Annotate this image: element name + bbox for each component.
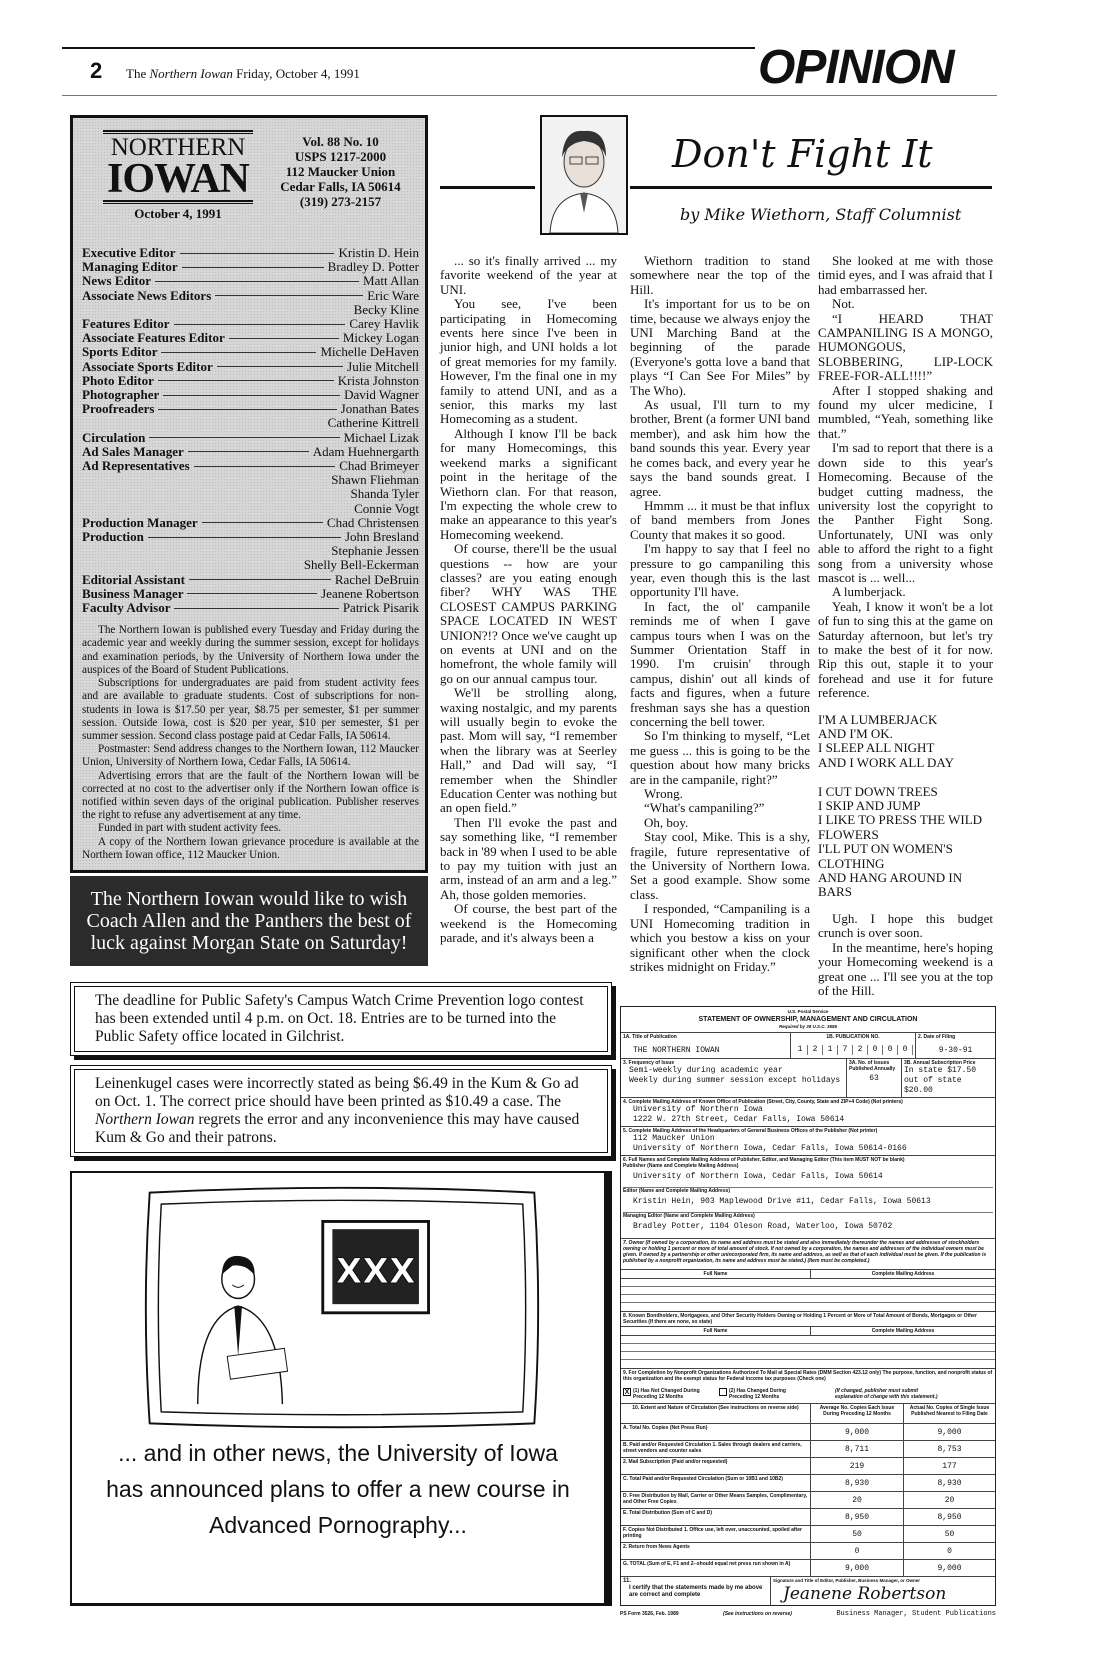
form-row-6 <box>621 1156 995 1239</box>
form-title: STATEMENT OF OWNERSHIP, MANAGEMENT AND CIRCULATION <box>698 1016 918 1023</box>
staff-row <box>82 388 419 402</box>
article-paragraph: In fact, the ol' campanile reminds me of when I gave campus tours when I was on the Summer Orientation Staff in 1990. I'm cruisin' through campus, dishin' out all kinds of facts and figures, when a future freshman says she has a question concerning the bell tower. <box>630 598 810 729</box>
staff-row <box>82 289 419 303</box>
staff-role: Managing Editor <box>82 259 178 275</box>
signature: Jeanene Robertson <box>783 1584 947 1604</box>
staff-row <box>82 530 419 544</box>
article-paragraph: She looked at me with those timid eyes, and I was afraid that I had embarrassed her. <box>818 253 993 297</box>
article-paragraph: As usual, I'll turn to my brother, Brent (a former UNI band member), and ask him how the band sounds this year. Every year he comes back, and every year he says the band sounds great. I agree. <box>630 397 810 499</box>
avg-copies: 20 <box>811 1492 904 1508</box>
value-publisher: University of Northern Iowa, Cedar Falls, Iowa 50614 <box>633 1172 883 1181</box>
staff-role: Production <box>82 529 144 545</box>
title-rule-right <box>630 186 992 189</box>
public-safety-text: The deadline for Public Safety's Campus Watch Crime Prevention logo contest has been extended until 4 p.m. on Oct. 18. Entries are to be turned into the Public Safety office located in Gilchrist. <box>74 986 608 1052</box>
article-paragraph: Oh, boy. <box>644 814 689 830</box>
changed-note: (If changed, publisher must submit explanation of change with this statement.) <box>835 1388 938 1400</box>
staff-role: Photographer <box>82 387 160 403</box>
staff-name: Chad Christensen <box>326 514 419 530</box>
label-issues: 3A. No. of Issues Published Annually <box>849 1060 896 1072</box>
circulation-label: F. Copies Not Distributed 1. Office use, left over, unaccounted, spoiled after printing <box>621 1526 811 1542</box>
circulation-label: E. Total Distribution (Sum of C and D) <box>621 1509 811 1525</box>
staff-name: Becky Kline <box>353 301 419 317</box>
publication-digit: 0 <box>883 1045 898 1055</box>
actual-copies: 20 <box>944 1496 955 1505</box>
masthead-paragraph: The Northern Iowan is published every Tuesday and Friday during the academic year and weekly during the summer session, except for holidays and examination periods, by the University of Northern Iowa under the auspices of the Board of Student Publications. <box>82 624 419 676</box>
lyric-line: AND I WORK ALL DAY <box>818 754 955 770</box>
publication-digit: 7 <box>838 1045 853 1055</box>
form-row-8 <box>621 1312 995 1369</box>
actual-copies: 8,950 <box>937 1513 962 1522</box>
article-paragraph: You see, I've been participating in Homecoming events here since I've been in junior high, and UNI holds a lot of great memories for my family. However, I'm the final one in my family to attend UNI, and as a senior, this marks my last Homecoming as a student. <box>440 296 617 427</box>
circulation-row <box>621 1526 995 1543</box>
form-header <box>621 1007 995 1033</box>
ownership-statement-form <box>620 1006 996 1606</box>
label-headquarters: 5. Complete Mailing Address of the Headquarters of General Business Offices of the Publisher (Not printer) <box>623 1128 878 1134</box>
correction-text-a: Leinenkugel cases were incorrectly stated as being $6.49 in the Kum & Go ad on Oct. 1. The correct price should have been printed as $10.49 a case. The <box>95 1075 579 1110</box>
circulation-row <box>621 1492 995 1509</box>
avg-copies: 9,000 <box>811 1424 904 1440</box>
cartoon-caption-line1: ... and in other news, the University of Iowa <box>118 1440 558 1466</box>
staff-role: Features Editor <box>82 316 170 332</box>
circulation-row <box>621 1441 995 1458</box>
staff-row <box>82 601 419 615</box>
leader-line <box>155 281 359 282</box>
leader-line <box>174 608 338 609</box>
value-date: 9-30-91 <box>938 1046 973 1055</box>
staff-name: Mickey Logan <box>342 330 419 346</box>
staff-row <box>82 331 419 345</box>
label-names: 6. Full Names and Complete Mailing Address of Publisher, Editor, and Managing Editor (This item MUST NOT be blank) <box>623 1157 905 1163</box>
staff-name: Catherine Kittrell <box>327 415 419 431</box>
columnist-photo <box>540 115 628 235</box>
circulation-label: B. Paid and/or Requested Circulation 1. Sales through dealers and carriers, street vendors and counter sales <box>621 1441 811 1457</box>
leader-line <box>188 451 309 452</box>
leader-line <box>215 295 363 296</box>
circulation-label: A. Total No. Copies (Net Press Run) <box>621 1424 811 1440</box>
article-paragraph: I'm sad to report that there is a down side to this year's Homecoming. Because of the budget cutting madness, the university lost the copyright to the Panther Fight Song. Unfortunately, UNI was only able to afford the right to a fight song from a university whose mascot is ... well... <box>818 440 993 585</box>
avg-copies: 0 <box>811 1543 904 1559</box>
staff-row <box>82 303 419 317</box>
article-paragraph: Of course, the best part of the weekend is the Homecoming parade, and it's always been a <box>440 901 617 946</box>
lyric-line <box>818 770 993 784</box>
staff-name: Adam Huehnergarth <box>312 443 419 459</box>
staff-name: Carey Havlik <box>349 316 419 332</box>
staff-row <box>82 260 419 274</box>
ownership-statement <box>620 1006 996 1618</box>
form-required: Required by 39 U.S.C. 3685 <box>778 1024 838 1029</box>
staff-row <box>82 502 419 516</box>
staff-name: Patrick Pisarik <box>342 600 419 616</box>
article-paragraph: Hmmm ... it must be that influx of band members from Jones County that makes it so good. <box>630 497 810 542</box>
article-paragraph: Yeah, I know it won't be a lot of fun to sing this at the game on Saturday afternoon, but let's try to make the best of it for now. Rip this out, staple it to your forehead and use it for future reference. <box>818 598 993 701</box>
circulation-header <box>621 1404 995 1424</box>
value-managing-editor: Bradley Potter, 1104 Oleson Road, Waterloo, Iowa 50702 <box>633 1222 893 1231</box>
leader-line <box>148 537 341 538</box>
label-signature: Signature and Title of Editor, Publisher, Business Manager, or Owner <box>773 1578 920 1583</box>
header-rule <box>62 95 997 96</box>
folio-prefix: The <box>126 66 150 81</box>
phone: (319) 273-2157 <box>299 194 382 209</box>
staff-role: Ad Representatives <box>82 458 190 474</box>
staff-row <box>82 516 419 530</box>
form-row-4 <box>621 1098 995 1127</box>
article-paragraph: I'm happy to say that I feel no pressure to go campaniling this year, even though this is the last opportunity I'll have. <box>630 541 810 600</box>
byline: by Mike Wiethorn, Staff Columnist <box>680 205 962 224</box>
leader-line <box>229 338 339 339</box>
leader-line <box>217 366 343 367</box>
circulation-row <box>621 1560 995 1577</box>
form-row-5 <box>621 1127 995 1156</box>
article-paragraph: Wiethorn tradition to stand somewhere near the top of the Hill. <box>630 253 810 297</box>
actual-copies: 9,000 <box>937 1564 962 1573</box>
staff-row <box>82 558 419 572</box>
staff-row <box>82 473 419 487</box>
staff-name: Julie Mitchell <box>347 358 419 374</box>
editorial-cartoon <box>70 1171 612 1606</box>
staff-name: Eric Ware <box>367 287 419 303</box>
correction-notice <box>70 1065 612 1157</box>
publication-digit: 2 <box>808 1045 823 1055</box>
leader-line <box>180 253 335 254</box>
staff-name: Shawn Fliehman <box>331 472 419 488</box>
article-paragraph: We'll be strolling along, waxing nostalgic, and my parents will usually begin to evoke the past. Mom will say, “I remember when the library was at Seerley Hall,” and Dad will say, “I remember when the Shindler Education Center was nothing but an open field.” <box>440 685 617 816</box>
article-paragraph: “What's campaniling?” <box>644 800 765 816</box>
avg-copies: 219 <box>811 1458 904 1474</box>
banner-text: The Northern Iowan would like to wish Coach Allen and the Panthers the best of luck against Morgan State on Saturday! <box>86 888 412 954</box>
label-editor: Editor (Name and Complete Mailing Address) <box>623 1187 993 1194</box>
option-changed: (2) Has Changed During Preceding 12 Months <box>729 1388 786 1400</box>
staff-name: Jeanene Robertson <box>321 585 419 601</box>
avg-copies: 9,000 <box>811 1560 904 1576</box>
folio-paper-name: Northern Iowan <box>149 66 233 81</box>
leader-line <box>202 522 323 523</box>
staff-role: Proofreaders <box>82 401 155 417</box>
value-title: THE NORTHERN IOWAN <box>633 1046 720 1055</box>
public-safety-notice <box>70 982 612 1056</box>
lyric-line: I CUT DOWN TREES <box>818 783 938 799</box>
staff-role: Business Manager <box>82 585 184 601</box>
form-footer <box>620 1610 996 1618</box>
cartoon-caption-line2: has announced plans to offer a new course in <box>106 1476 570 1502</box>
masthead-paragraph: Advertising errors that are the fault of the Northern Iowan will be corrected at no cost to the advertiser only if the Northern Iowan office is notified within seven days of the original publication. Publisher reserves the right to refuse any advertisement at any time. <box>82 769 419 822</box>
staff-row <box>82 402 419 416</box>
staff-role: Associate Features Editor <box>82 330 225 346</box>
owner-name-header: Full Name <box>621 1270 811 1278</box>
staff-name: Jonathan Bates <box>340 401 419 417</box>
leader-line <box>189 579 331 580</box>
folio-date: Friday, October 4, 1991 <box>232 66 360 81</box>
staff-role: Ad Sales Manager <box>82 443 184 459</box>
staff-name: Chad Brimeyer <box>339 458 419 474</box>
staff-name: John Bresland <box>344 529 419 545</box>
circulation-label: C. Total Paid and/or Requested Circulation (Sum or 10B1 and 10B2) <box>621 1475 811 1491</box>
staff-role: Associate News Editors <box>82 287 212 303</box>
masthead-paragraph: Funded in part with student activity fees. <box>98 822 282 835</box>
staff-row <box>82 416 419 430</box>
actual-copies: 0 <box>947 1547 952 1556</box>
label-price: 3B. Annual Subscription Price <box>904 1060 976 1066</box>
masthead-date: October 4, 1991 <box>134 206 222 221</box>
leader-line <box>194 466 335 467</box>
logo-line2: IOWAN <box>106 156 250 202</box>
correction-text-b: regrets the error and any inconvenience this may have caused Kum & Go and their patrons. <box>95 1111 580 1146</box>
value-office-2: 1222 W. 27th Street, Cedar Falls, Iowa 50614 <box>633 1115 845 1124</box>
masthead-paragraph: Postmaster: Send address changes to the Northern Iowan, 112 Maucker Union, University of Northern Iowa, Cedar Falls, IA 50614. <box>82 743 419 769</box>
article-paragraph: Of course, there'll be the usual questions -- how are your classes? are you eating enough fiber? WHY WAS THE CLOSEST CAMPUS PARKING SPACE LOCATED IN WEST UNION?!? Once we've caught up on events at UNI and on the homefront, the whole family will go on our annual campus tour. <box>440 541 617 686</box>
label-bondholders: 8. Known Bondholders, Mortgagees, and Other Security Holders Owning or Holding 1 Percent or More of Total Amount of Bonds, Mortgages or Other Securities (If there are none, so state) <box>623 1313 977 1325</box>
lyric-line: I SKIP AND JUMP <box>818 798 921 814</box>
value-price-out-of-state: out of state $20.00 <box>904 1076 962 1095</box>
circulation-label: G. TOTAL (Sum of E, F1 and 2--should equal net press run shown in A) <box>621 1560 811 1576</box>
staff-name: Shelly Bell-Eckerman <box>303 557 419 573</box>
staff-name: Shanda Tyler <box>350 486 419 502</box>
article-paragraph: Stay cool, Mike. This is a shy, fragile, future representative of the University of Northern Iowa. Set a good example. Show some class. <box>630 829 810 902</box>
publication-digit: 0 <box>868 1045 883 1055</box>
form-row-9 <box>621 1369 995 1404</box>
circulation-row <box>621 1424 995 1441</box>
staff-name: Stephanie Jessen <box>331 543 419 559</box>
staff-row <box>82 374 419 388</box>
actual-copies: 8,930 <box>937 1479 962 1488</box>
publication-number <box>793 1045 913 1055</box>
actual-copies: 8,753 <box>937 1445 962 1454</box>
lyric-line: I LIKE TO PRESS THE WILD FLOWERS <box>818 812 983 842</box>
staff-list <box>82 246 419 615</box>
value-issues: 63 <box>869 1074 879 1083</box>
avg-copies: 8,930 <box>811 1475 904 1491</box>
article-paragraph: A lumberjack. <box>832 584 906 600</box>
value-frequency-1: Semi-weekly during academic year <box>629 1066 783 1075</box>
staff-name: Kristin D. Hein <box>338 245 419 260</box>
logo-line1: NORTHERN <box>110 134 246 161</box>
staff-role: Production Manager <box>82 514 198 530</box>
section-title: OPINION <box>758 41 954 94</box>
circulation-label: 2. Mail Subscription (Paid and/or requested) <box>621 1458 811 1474</box>
staff-role: Executive Editor <box>82 245 176 260</box>
circulation-table <box>621 1424 995 1577</box>
checkbox-changed[interactable] <box>719 1388 727 1396</box>
value-frequency-2: Weekly during summer session except holidays <box>629 1076 841 1085</box>
label-circulation: 10. Extent and Nature of Circulation (See instructions on reverse side) <box>621 1404 811 1423</box>
article-column-2 <box>630 254 810 974</box>
tv-sign-text: XXX <box>335 1252 416 1292</box>
article-paragraph: Not. <box>832 296 855 312</box>
article-column-3 <box>818 254 993 998</box>
staff-role: Photo Editor <box>82 372 154 388</box>
correction-paper-name: Northern Iowan <box>95 1111 195 1128</box>
masthead-header <box>82 126 419 246</box>
lyric-line: I'LL PUT ON WOMEN'S CLOTHING <box>818 841 953 871</box>
leader-line <box>158 409 336 410</box>
address-line1: 112 Maucker Union <box>285 164 396 179</box>
volume: Vol. 88 No. 10 <box>302 134 379 149</box>
staff-row <box>82 587 419 601</box>
checkbox-not-changed[interactable]: X <box>624 1389 630 1396</box>
folio <box>126 66 360 82</box>
label-owner: 7. Owner (If owned by a corporation, its name and address must be stated and also immediately thereunder the names and addresses of stockholders owning or holding 1 percent or more of total amount of stock. If not owned by a corporation, the names and addresses of the individual owners must be given. If owned by a partnership or other unincorporated firm, its name and address, as well as that of each individual must be given. If the publication is published by a nonprofit organization, its name and address must be stated.) (Item must be completed.) <box>623 1240 987 1264</box>
avg-copies: 8,950 <box>811 1509 904 1525</box>
staff-name: David Wagner <box>344 387 419 403</box>
masthead-notes <box>82 624 419 862</box>
label-pubno: 1B. PUBLICATION NO. <box>826 1034 880 1040</box>
staff-role: Editorial Assistant <box>82 571 185 587</box>
staff-name: Connie Vogt <box>354 500 419 516</box>
masthead-info <box>263 134 418 209</box>
publication-digit: 2 <box>853 1045 868 1055</box>
label-managing-editor: Managing Editor (Name and Complete Mailing Address) <box>623 1212 993 1219</box>
cartoon-caption <box>72 1435 604 1543</box>
value-editor: Kristin Hein, 903 Maplewood Drive #11, Cedar Falls, Iowa 50613 <box>633 1197 931 1206</box>
value-price-in-state: In state $17.50 <box>904 1066 977 1075</box>
form-row-3 <box>621 1059 995 1098</box>
leader-line <box>187 593 317 594</box>
label-item-11: 11. <box>623 1578 632 1584</box>
article-paragraph: Then I'll evoke the past and say something like, “I remember back in '89 when I used to be able to pay my tuition with just an arm, instead of an arm and a leg.” Ah, those golden memories. <box>440 814 617 902</box>
article-paragraph: Wrong. <box>644 786 683 802</box>
form-see-reverse: (See instructions on reverse) <box>723 1611 792 1617</box>
article-paragraph: Although I know I'll be back for many Homecomings, this weekend marks a significant point in the heritage of the Wiethorn clan. For that reason, I'm expecting the whole crew to make an appearance to this year's Homecoming weekend. <box>440 425 617 542</box>
actual-copies: 9,000 <box>937 1428 962 1437</box>
bondholder-address-header: Complete Mailing Address <box>871 1328 935 1334</box>
lyric-line: AND I'M OK. <box>818 726 893 741</box>
label-date: 2. Date of Filing <box>918 1034 956 1040</box>
article-paragraph: Ugh. I hope this budget crunch is over soon. <box>818 910 993 941</box>
lyric-line: I SLEEP ALL NIGHT <box>818 740 935 756</box>
staff-role: Associate Sports Editor <box>82 358 213 374</box>
bondholder-name-header: Full Name <box>621 1327 811 1335</box>
form-agency: U.S. Postal Service <box>787 1009 829 1014</box>
staff-role: Faculty Advisor <box>82 600 171 616</box>
label-nonprofit: 9. For Completion by Nonprofit Organizations Authorized To Mail at Special Rates (DMM Section 423.12 only) The purpose, function, and nonprofit status of this organization and the exempt status for Federal income tax purposes (Check one) <box>623 1370 993 1382</box>
avg-copies: 8,711 <box>811 1441 904 1457</box>
staff-name: Michelle DeHaven <box>320 344 419 360</box>
label-publisher: Publisher (Name and Complete Mailing Address) <box>623 1163 739 1169</box>
leader-line <box>158 380 334 381</box>
circulation-row <box>621 1509 995 1526</box>
article-paragraph: I responded, “Campaniling is a UNI Homecoming tradition in which you bestow a kiss on your significant other when the clock strikes midnight on Friday.” <box>630 901 810 974</box>
masthead-logo <box>103 128 253 222</box>
header-average: Average No. Copies Each Issue During Preceding 12 Months <box>811 1404 904 1423</box>
certification-text: I certify that the statements made by me above are correct and complete <box>629 1585 763 1598</box>
fight-song-lyrics <box>818 713 993 900</box>
leader-line <box>163 395 340 396</box>
circulation-row <box>621 1475 995 1492</box>
leader-line <box>174 324 346 325</box>
staff-row <box>82 317 419 331</box>
form-number: PS Form 3526, Feb. 1989 <box>620 1611 679 1617</box>
usps: USPS 1217-2000 <box>294 149 387 164</box>
form-row-7 <box>621 1239 995 1312</box>
publication-digit: 1 <box>823 1045 838 1055</box>
actual-copies: 177 <box>942 1462 957 1471</box>
value-headquarters-1: 112 Maucker Union <box>633 1134 715 1143</box>
signer-title: Business Manager, Student Publications <box>836 1610 996 1618</box>
leader-line <box>161 352 316 353</box>
article-column-1 <box>440 254 617 946</box>
staff-row <box>82 573 419 587</box>
article-paragraph: After I stopped shaking and found my ulcer medicine, I mumbled, “Yeah, something like that.” <box>818 382 993 441</box>
staff-role: News Editor <box>82 273 151 289</box>
lyric-line: AND HANG AROUND IN BARS <box>818 870 963 900</box>
cartoon-caption-line3: Advanced Pornography... <box>209 1512 467 1538</box>
form-row-11 <box>621 1577 995 1605</box>
article-paragraph: So I'm thinking to myself, “Let me guess ... this is going to be the question about how many bricks are in the campanile, right?” <box>630 728 810 787</box>
congratulations-banner <box>70 876 428 966</box>
leader-line <box>182 267 324 268</box>
staff-role: Circulation <box>82 429 146 445</box>
circulation-label: 2. Return from News Agents <box>621 1543 811 1559</box>
staff-name: Matt Allan <box>363 273 419 289</box>
value-office-1: University of Northern Iowa <box>633 1105 763 1114</box>
publication-digit: 1 <box>793 1045 808 1055</box>
staff-row <box>82 544 419 558</box>
owner-address-header: Complete Mailing Address <box>871 1271 935 1277</box>
label-office: 4. Complete Mailing Address of Known Office of Publication (Street, City, County, State and ZIP+4 Code) (Not printers) <box>623 1099 903 1105</box>
correction-text <box>74 1069 608 1153</box>
article-paragraph: ... so it's finally arrived ... my favorite weekend of the year at UNI. <box>440 253 617 297</box>
staff-name: Krista Johnston <box>337 372 419 388</box>
value-headquarters-2: University of Northern Iowa, Cedar Falls, Iowa 50614-0166 <box>633 1144 907 1153</box>
form-row-1 <box>621 1033 995 1059</box>
header-actual: Actual No. Copies of Single Issue Published Nearest to Filing Date <box>909 1405 990 1417</box>
label-title: 1A. Title of Publication <box>623 1034 677 1040</box>
staff-name: Michael Lizak <box>343 429 419 445</box>
masthead-paragraph: A copy of the Northern Iowan grievance procedure is available at the Northern Iowan office, 112 Maucker Union. <box>82 835 419 861</box>
staff-row <box>82 360 419 374</box>
masthead-paragraph: Subscriptions for undergraduates are paid from student activity fees and are available to graduate students. Cost of subscriptions for non-students in Iowa is $17.50 per year, $8.75 per semester, $1 per summer session. Outside Iowa, cost is $20 per year, $10 per semester, $1 per summer session. Second class postage paid at Cedar Falls, IA 50614. <box>82 677 419 742</box>
staff-row <box>82 459 419 473</box>
staff-name: Bradley D. Potter <box>327 259 419 275</box>
top-rule <box>62 47 755 49</box>
circulation-label: D. Free Distribution by Mail, Carrier or Other Means Samples, Complimentary, and Other Free Copies <box>621 1492 811 1508</box>
circulation-row <box>621 1543 995 1560</box>
cartoon-drawing <box>132 1183 552 1433</box>
leader-line <box>149 437 339 438</box>
column-title: Don't Fight It <box>672 132 933 176</box>
actual-copies: 50 <box>944 1530 955 1539</box>
staff-role: Sports Editor <box>82 344 158 360</box>
article-paragraph: In the meantime, here's hoping your Homecoming weekend is a great one ... I'll see you at the top of the Hill. <box>818 939 993 998</box>
staff-row <box>82 487 419 501</box>
option-not-changed: (1) Has Not Changed During Preceding 12 Months <box>633 1388 700 1400</box>
title-rule-left <box>440 186 535 189</box>
address-line2: Cedar Falls, IA 50614 <box>280 179 401 194</box>
page-number: 2 <box>90 58 103 83</box>
staff-row <box>82 274 419 288</box>
staff-row <box>82 431 419 445</box>
publication-digit: 0 <box>898 1045 913 1055</box>
label-frequency: 3. Frequency of Issue <box>623 1060 675 1066</box>
staff-row <box>82 445 419 459</box>
masthead-box <box>70 115 428 873</box>
article-paragraph: “I HEARD THAT CAMPANILING IS A MONGO, HUMONGOUS, SLOBBERING, LIP-LOCK FREE-FOR-ALL!!!!” <box>818 310 993 384</box>
lyric-line: I'M A LUMBERJACK <box>818 711 938 727</box>
avg-copies: 50 <box>811 1526 904 1542</box>
staff-row <box>82 345 419 359</box>
staff-row <box>82 246 419 260</box>
staff-name: Rachel DeBruin <box>334 571 419 587</box>
article-paragraph: It's important for us to be on time, because we always enjoy the UNI Marching Band at the beginning of the parade (Everyone's gotta love a band that plays “I Can See For Miles” by The Who). <box>630 296 810 398</box>
circulation-row <box>621 1458 995 1475</box>
